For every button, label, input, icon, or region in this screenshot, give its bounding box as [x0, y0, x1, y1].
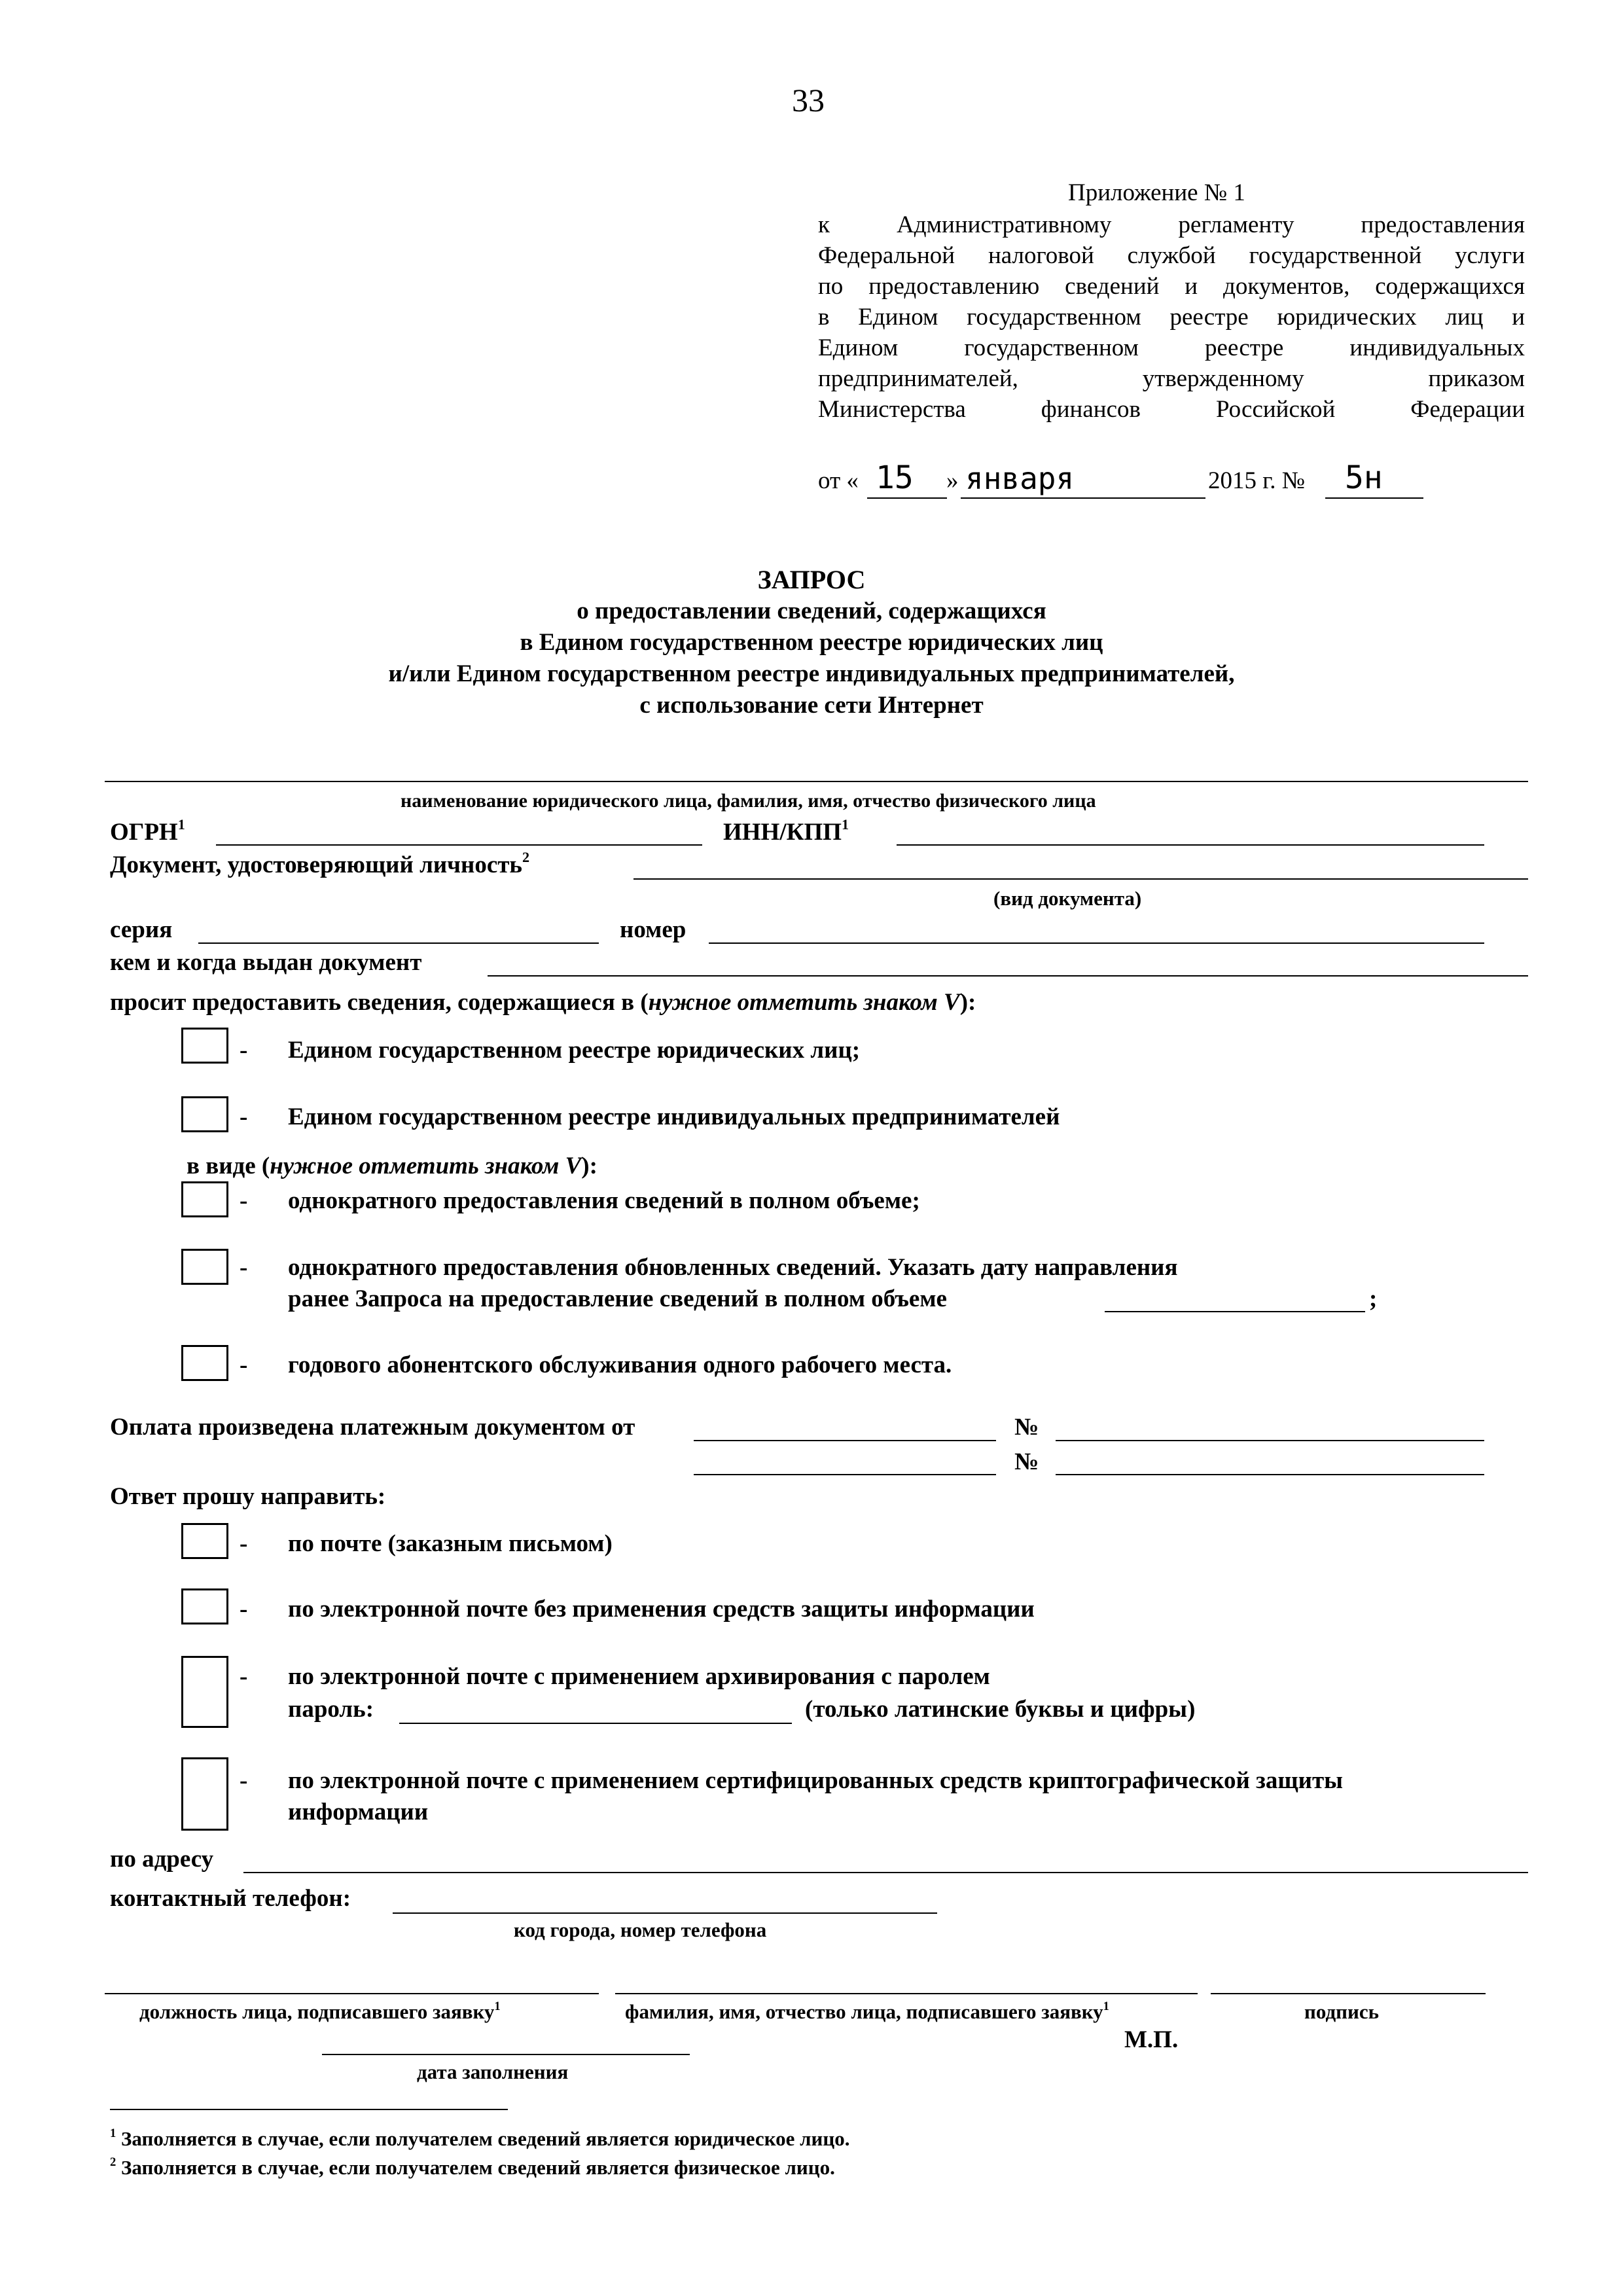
footnote-2: $^2$ Заполняется в случае, если получателем сведений является физическое лицо.	[110, 2155, 835, 2179]
fill-date-field[interactable]	[322, 2054, 690, 2055]
delivery-email-plain-label: по электронной почте без применения средств защиты информации	[288, 1596, 1035, 1623]
delivery-email-crypto-checkbox[interactable]	[181, 1757, 228, 1831]
dash: -	[240, 1187, 248, 1214]
signer-name-field[interactable]	[615, 1993, 1198, 1994]
phone-label: контактный телефон:	[110, 1885, 351, 1912]
inn-kpp-label: ИНН/КПП$^1$	[723, 816, 849, 846]
order-date-month: января	[965, 461, 1075, 496]
series-field[interactable]	[198, 942, 599, 944]
heading-line: о предоставлении сведений, содержащихся	[577, 598, 1046, 624]
password-field[interactable]	[399, 1723, 792, 1724]
order-date-prefix: от «	[818, 467, 859, 494]
footnote-1: $^1$ Заполняется в случае, если получателем сведений является юридическое лицо.	[110, 2126, 850, 2150]
register-legal-entities-label: Едином государственном реестре юридических лиц;	[288, 1037, 861, 1064]
appendix-line: предпринимателей, утвержденному приказом	[818, 365, 1525, 392]
semicolon: ;	[1369, 1285, 1378, 1312]
dash: -	[240, 1596, 248, 1623]
appendix-line: к Административному регламенту предоставления	[818, 211, 1525, 238]
order-date-mid: »	[946, 467, 959, 494]
payment-no-label-2: №	[1014, 1448, 1039, 1475]
delivery-email-crypto-label: по электронной почте с применением сертифицированных средств криптографической защиты	[288, 1767, 1344, 1794]
identity-doc-field[interactable]	[633, 878, 1528, 880]
one-time-updated-label-2: ранее Запроса на предоставление сведений в полном объеме	[288, 1285, 947, 1312]
dash: -	[240, 1254, 248, 1281]
phone-caption: код города, номер телефона	[514, 1918, 767, 1941]
inn-kpp-field[interactable]	[897, 844, 1484, 846]
delivery-email-archive-label: по электронной почте с применением архивирования с паролем	[288, 1663, 990, 1690]
dash: -	[240, 1663, 248, 1690]
heading-line: с использование сети Интернет	[639, 692, 984, 719]
date-month-underline	[961, 497, 1205, 499]
appendix-line: Министерства финансов Российской Федерации	[818, 396, 1525, 423]
dash: -	[240, 1037, 248, 1064]
appendix-line: Федеральной налоговой службой государственной услуги	[818, 242, 1525, 269]
order-date-year: 2015 г. №	[1208, 467, 1306, 494]
heading-line: в Едином государственном реестре юридических лиц	[520, 629, 1103, 656]
order-number: 5н	[1345, 459, 1383, 496]
register-entrepreneurs-checkbox[interactable]	[181, 1096, 228, 1132]
document-title: ЗАПРОС	[757, 565, 866, 594]
appendix-title: Приложение № 1	[1068, 179, 1245, 206]
appendix-line: в Едином государственном реестре юридических лиц и	[818, 304, 1525, 331]
fill-date-caption: дата заполнения	[417, 2060, 569, 2083]
payment-date-field-2[interactable]	[694, 1474, 996, 1475]
ogrn-label: ОГРН$^1$	[110, 816, 185, 846]
issued-by-label: кем и когда выдан документ	[110, 949, 422, 976]
dash: -	[240, 1530, 248, 1557]
delivery-email-plain-checkbox[interactable]	[181, 1588, 228, 1624]
date-day-underline	[867, 497, 947, 499]
doc-type-caption: (вид документа)	[993, 887, 1142, 910]
ogrn-field[interactable]	[216, 844, 702, 846]
stamp-label: М.П.	[1124, 2026, 1179, 2053]
one-time-full-checkbox[interactable]	[181, 1181, 228, 1217]
address-field[interactable]	[243, 1872, 1528, 1873]
signer-position-caption: должность лица, подписавшего заявку$^1$	[139, 1999, 501, 2023]
heading-line: и/или Едином государственном реестре индивидуальных предпринимателей,	[388, 660, 1235, 687]
series-label: серия	[110, 916, 173, 943]
password-hint: (только латинские буквы и цифры)	[805, 1696, 1196, 1723]
delivery-email-archive-checkbox[interactable]	[181, 1656, 228, 1728]
delivery-mail-label: по почте (заказным письмом)	[288, 1530, 613, 1557]
order-number-underline	[1325, 497, 1423, 499]
payment-date-field[interactable]	[694, 1440, 996, 1441]
phone-field[interactable]	[393, 1912, 937, 1914]
address-label: по адресу	[110, 1846, 214, 1873]
delivery-email-crypto-label-2: информации	[288, 1799, 429, 1825]
annual-service-label: годового абонентского обслуживания одного рабочего места.	[288, 1352, 952, 1378]
password-label: пароль:	[288, 1696, 374, 1723]
annual-service-checkbox[interactable]	[181, 1345, 228, 1381]
register-entrepreneurs-label: Едином государственном реестре индивидуальных предпринимателей	[288, 1103, 1060, 1130]
register-legal-entities-checkbox[interactable]	[181, 1028, 228, 1064]
delivery-mail-checkbox[interactable]	[181, 1523, 228, 1559]
signature-caption: подпись	[1304, 2000, 1380, 2023]
payment-number-field-2[interactable]	[1056, 1474, 1484, 1475]
appendix-line: Едином государственном реестре индивидуальных	[818, 334, 1525, 361]
appendix-text	[818, 211, 1525, 426]
previous-request-date-field[interactable]	[1105, 1311, 1365, 1312]
signature-field[interactable]	[1211, 1993, 1486, 1994]
signer-position-field[interactable]	[105, 1993, 599, 1994]
order-date-day: 15	[876, 459, 914, 496]
payment-label: Оплата произведена платежным документом от	[110, 1414, 635, 1441]
payment-no-label: №	[1014, 1414, 1039, 1441]
one-time-updated-label: однократного предоставления обновленных сведений. Указать дату направления	[288, 1254, 1178, 1281]
page-number: 33	[792, 82, 825, 118]
number-field[interactable]	[709, 942, 1484, 944]
dash: -	[240, 1767, 248, 1794]
number-label: номер	[620, 916, 687, 943]
issued-by-field[interactable]	[488, 975, 1528, 977]
payment-number-field[interactable]	[1056, 1440, 1484, 1441]
one-time-full-label: однократного предоставления сведений в полном объеме;	[288, 1187, 920, 1214]
appendix-line: по предоставлению сведений и документов, содержащихся	[818, 273, 1525, 300]
footnote-separator	[110, 2109, 508, 2110]
delivery-label: Ответ прошу направить:	[110, 1483, 386, 1510]
dash: -	[240, 1103, 248, 1130]
identity-doc-label: Документ, удостоверяющий личность$^2$	[110, 849, 530, 878]
name-field[interactable]	[105, 781, 1528, 782]
dash: -	[240, 1352, 248, 1378]
form-instruction: в виде (нужное отметить знаком V):	[187, 1153, 597, 1179]
signer-name-caption: фамилия, имя, отчество лица, подписавшего заявку$^1$	[625, 1999, 1109, 2023]
name-caption: наименование юридического лица, фамилия, имя, отчество физического лица	[401, 790, 1096, 812]
request-instruction: просит предоставить сведения, содержащиеся в (нужное отметить знаком V):	[110, 989, 976, 1016]
one-time-updated-checkbox[interactable]	[181, 1249, 228, 1285]
